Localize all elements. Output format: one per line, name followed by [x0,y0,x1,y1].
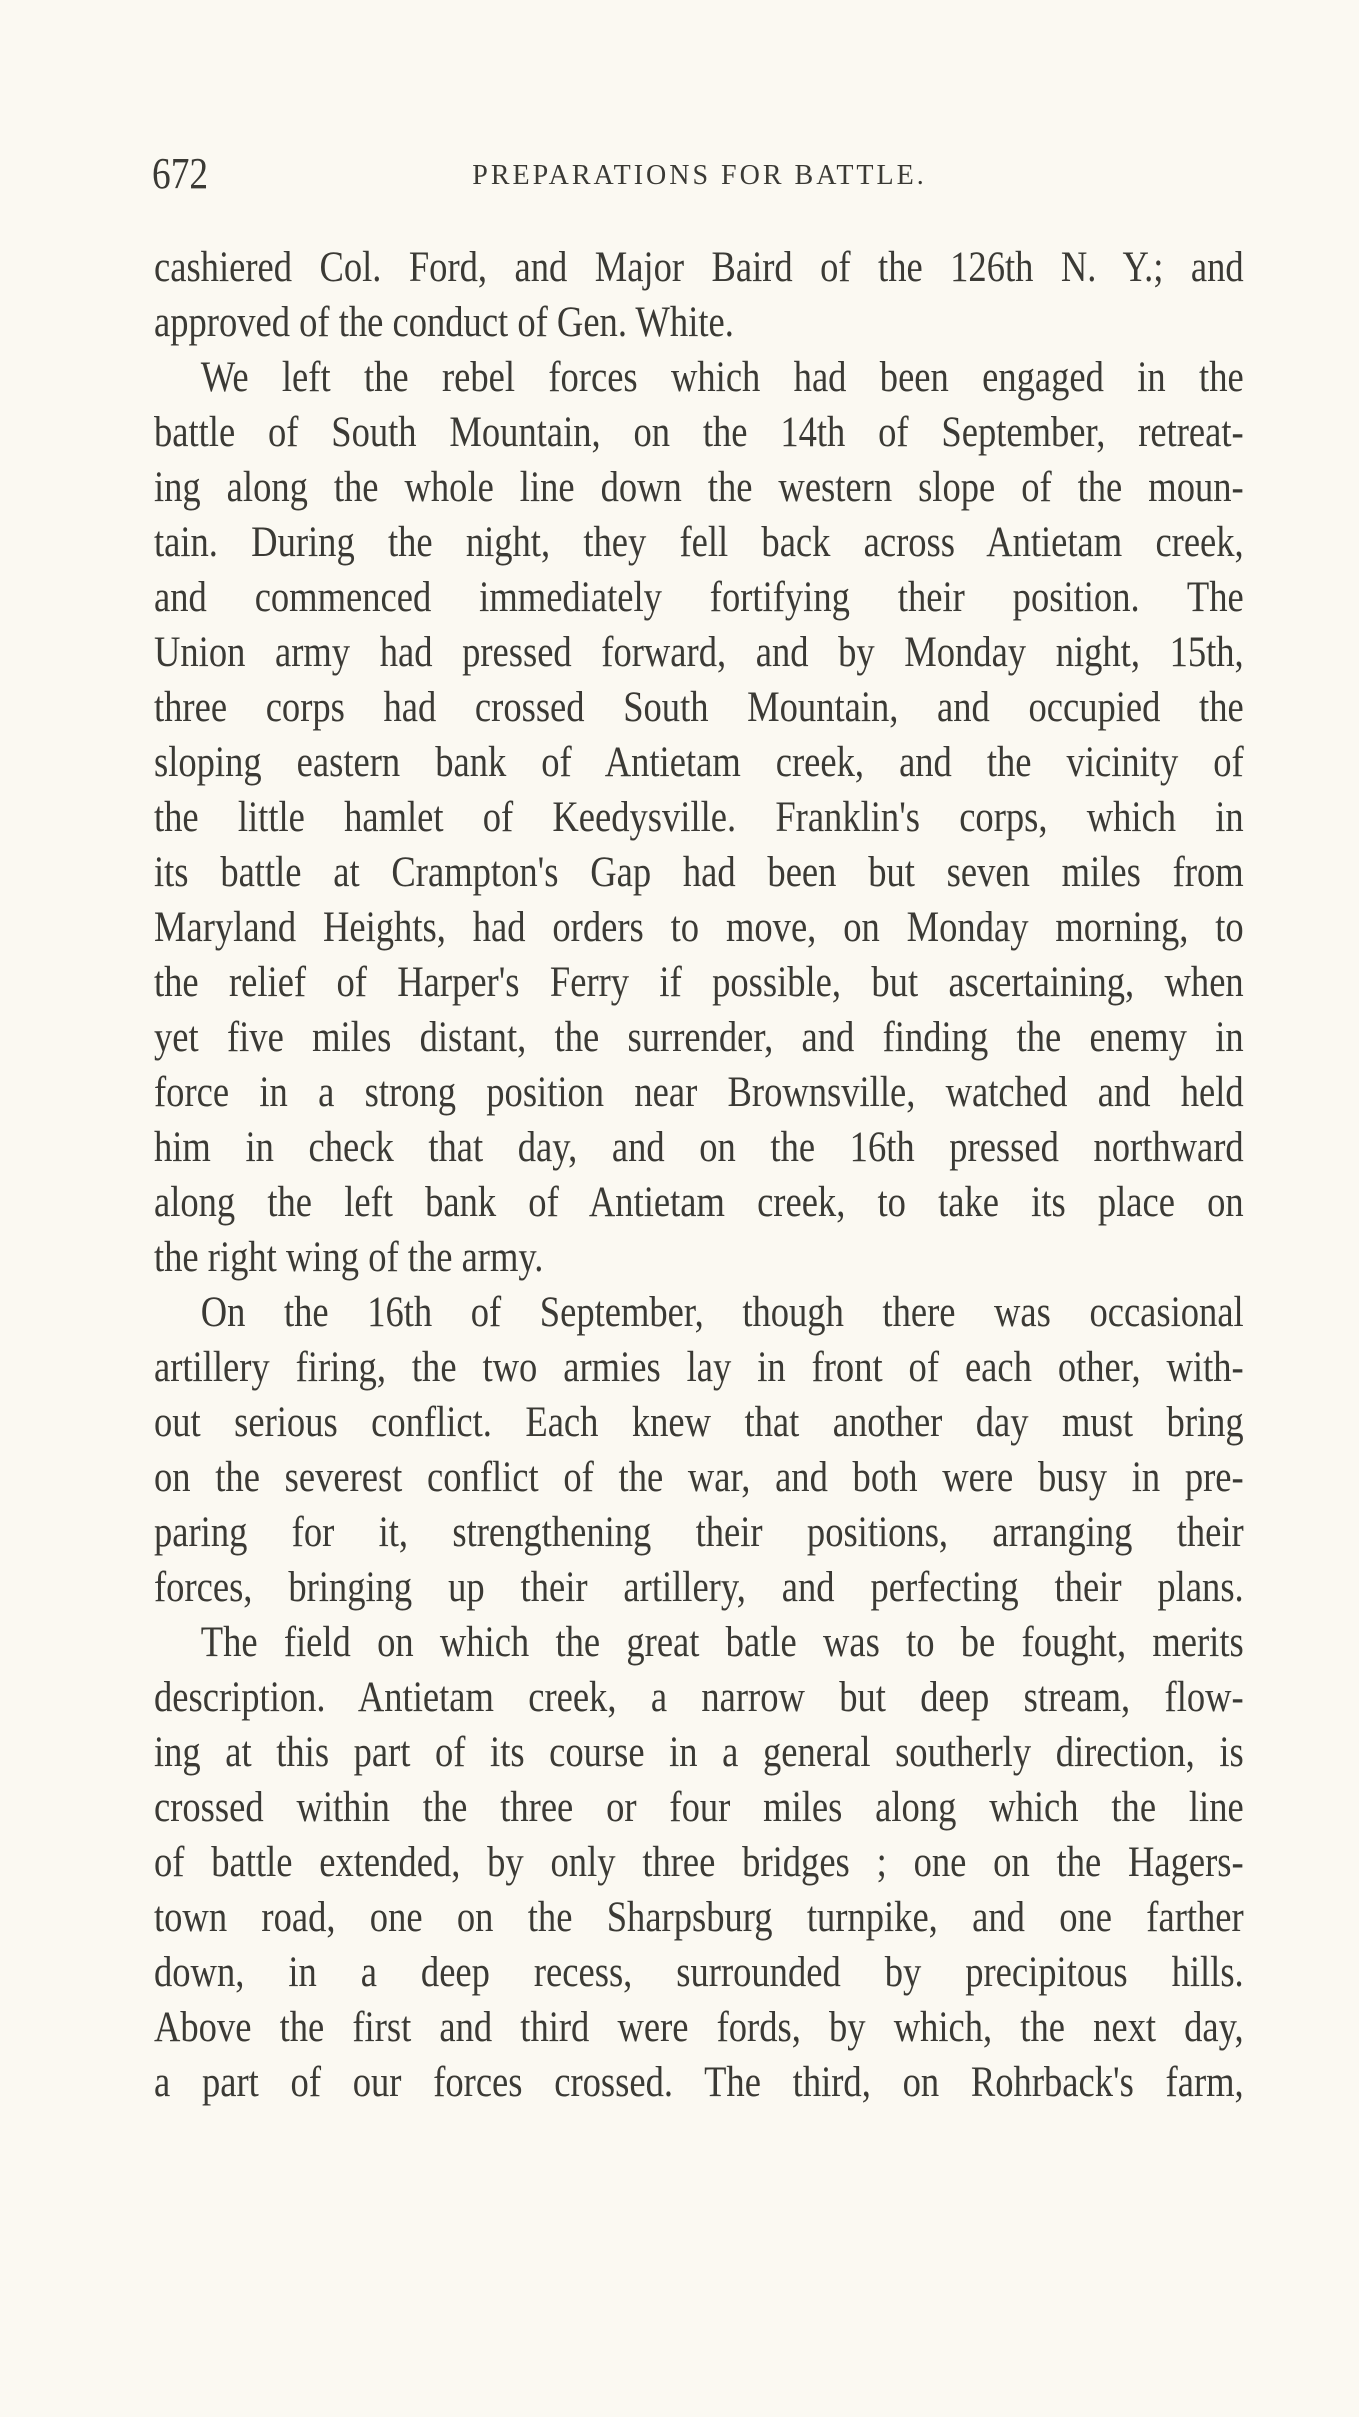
text-line: of battle extended, by only three bridges ; one on the Hagers- [154,1839,1244,1886]
text-line: and commenced immediately fortifying their position. The [154,574,1244,621]
running-head: PREPARATIONS FOR BATTLE. [472,160,927,191]
text-line: along the left bank of Antietam creek, to take its place on [154,1179,1244,1226]
text-line: three corps had crossed South Mountain, and occupied the [154,684,1244,731]
text-line: down, in a deep recess, surrounded by precipitous hills. [154,1949,1244,1996]
text-line: artillery firing, the two armies lay in front of each other, with- [154,1344,1244,1391]
text-line: force in a strong position near Brownsville, watched and held [154,1069,1244,1116]
page-number: 672 [152,149,209,198]
text-line: Above the first and third were fords, by which, the next day, [154,2004,1244,2051]
text-line: a part of our forces crossed. The third, on Rohrback's farm, [154,2059,1244,2106]
text-line: sloping eastern bank of Antietam creek, and the vicinity of [154,739,1244,786]
text-line: yet five miles distant, the surrender, and finding the enemy in [154,1014,1244,1061]
text-line: We left the rebel forces which had been engaged in the [200,354,1244,401]
text-line: on the severest conflict of the war, and both were busy in pre- [154,1454,1244,1501]
text-line: out serious conflict. Each knew that another day must bring [154,1399,1244,1446]
text-line: description. Antietam creek, a narrow but deep stream, flow- [154,1674,1244,1721]
text-line: Union army had pressed forward, and by Monday night, 15th, [154,629,1244,676]
text-line: him in check that day, and on the 16th pressed northward [154,1124,1244,1171]
body-text [154,240,1244,2110]
text-line: crossed within the three or four miles along which the line [154,1784,1244,1831]
text-line: cashiered Col. Ford, and Major Baird of the 126th N. Y.; and [154,244,1244,291]
text-line: battle of South Mountain, on the 14th of September, retreat- [154,409,1244,456]
text-line: tain. During the night, they fell back across Antietam creek, [154,519,1244,566]
text-line: On the 16th of September, though there was occasional [200,1289,1244,1336]
text-line: ing along the whole line down the western slope of the moun- [154,464,1244,511]
text-line: the little hamlet of Keedysville. Franklin's corps, which in [154,794,1244,841]
text-line: the right wing of the army. [154,1234,544,1281]
text-line: paring for it, strengthening their positions, arranging their [154,1509,1244,1556]
text-line: its battle at Crampton's Gap had been but seven miles from [154,849,1244,896]
text-line: approved of the conduct of Gen. White. [154,299,734,346]
text-line: Maryland Heights, had orders to move, on Monday morning, to [154,904,1244,951]
text-line: ing at this part of its course in a general southerly direction, is [154,1729,1244,1776]
text-line: forces, bringing up their artillery, and perfecting their plans. [154,1564,1244,1611]
text-line: town road, one on the Sharpsburg turnpike, and one farther [154,1894,1244,1941]
text-line: the relief of Harper's Ferry if possible, but ascertaining, when [154,959,1244,1006]
text-line: The field on which the great batle was to be fought, merits [200,1619,1244,1666]
